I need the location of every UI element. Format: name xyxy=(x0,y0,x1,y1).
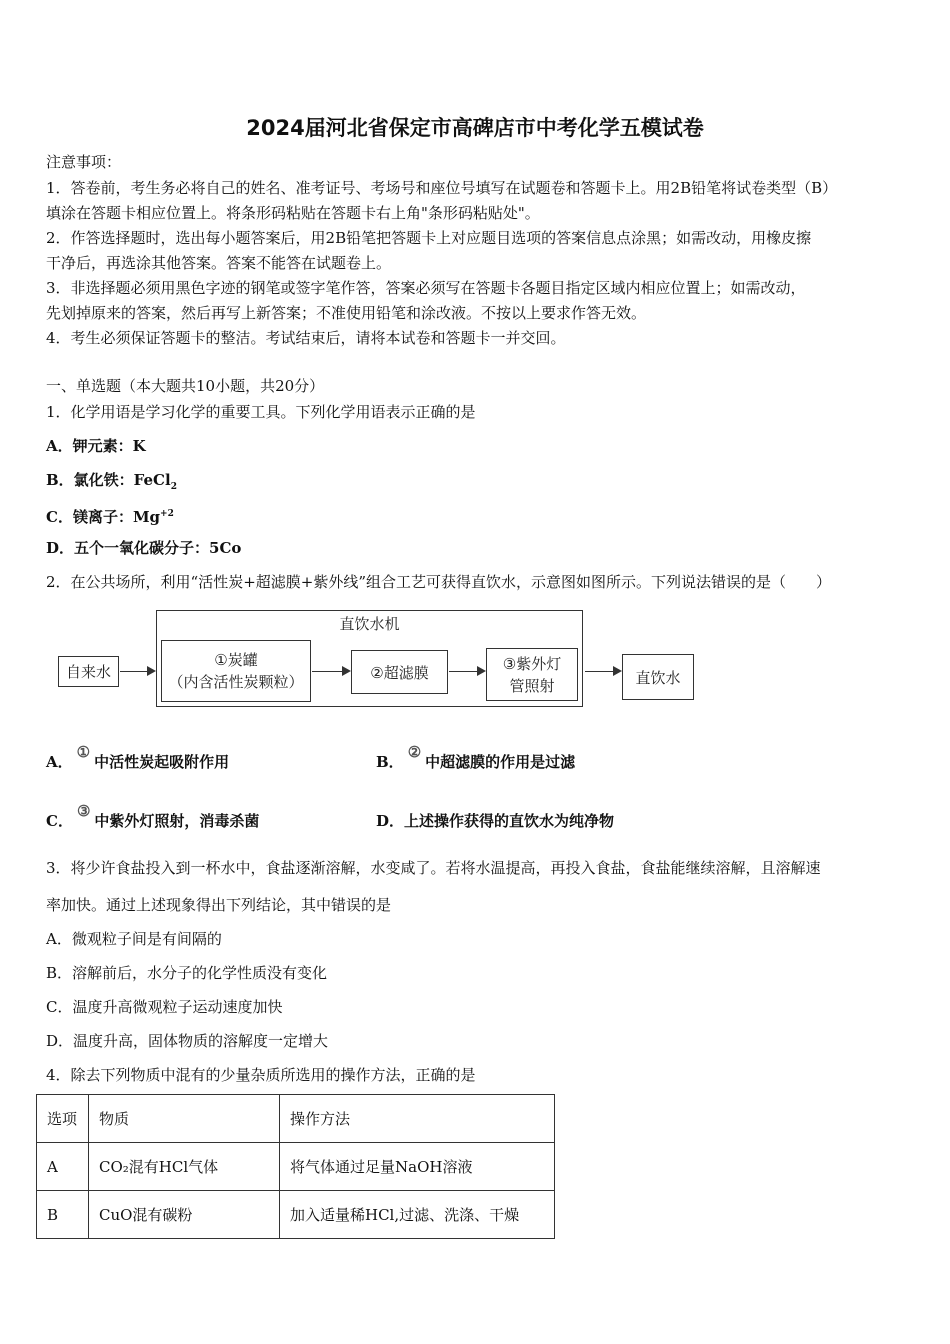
q1-stem: 1．化学用语是学习化学的重要工具。下列化学用语表示正确的是 xyxy=(46,403,476,421)
tap-water-box: 自来水 xyxy=(58,656,119,687)
q3-stem: 率加快。通过上述现象得出下列结论，其中错误的是 xyxy=(46,896,392,914)
arrow-icon xyxy=(449,671,484,672)
q1-option-a: A．钾元素：K xyxy=(46,437,146,455)
q2-stem: 2．在公共场所，利用“活性炭+超滤膜+紫外线”组合工艺可获得直饮水，示意图如图所示。下列说法错误的是（ ） xyxy=(46,573,832,591)
membrane-box: ②超滤膜 xyxy=(351,650,448,694)
arrow-icon xyxy=(585,671,620,672)
notice-line: 3．非选择题必须用黑色字迹的钢笔或签字笔作答，答案必须写在答题卡各题目指定区域内相应位置上；如需改动， xyxy=(46,279,806,297)
carbon-tank-label: ①炭罐 xyxy=(214,651,258,669)
q2-option-c: C．③中紫外灯照射，消毒杀菌 xyxy=(46,802,260,830)
table-cell: CuO混有碳粉 xyxy=(89,1191,280,1239)
q4-stem: 4．除去下列物质中混有的少量杂质所选用的操作方法，正确的是 xyxy=(46,1066,476,1084)
table-row xyxy=(37,1143,555,1191)
notice-line: 1．答卷前，考生务必将自己的姓名、准考证号、考场号和座位号填写在试题卷和答题卡上。用2B铅笔将试卷类型（B） xyxy=(46,179,838,197)
q2-option-a: A．①中活性炭起吸附作用 xyxy=(46,743,230,771)
page-title: 2024届河北省保定市高碑店市中考化学五模试卷 xyxy=(246,116,704,140)
table-row xyxy=(37,1191,555,1239)
q1-option-d: D．五个一氧化碳分子：5Co xyxy=(46,539,242,557)
notice-line: 4．考生必须保证答题卡的整洁。考试结束后，请将本试卷和答题卡一并交回。 xyxy=(46,329,566,347)
carbon-tank-box xyxy=(161,640,311,702)
q3-option-a: A．微观粒子间是有间隔的 xyxy=(46,930,222,948)
q1-option-b: B．氯化铁：FeCl$_2$ xyxy=(46,471,177,492)
q4-table xyxy=(36,1094,555,1239)
q2-option-d: D．上述操作获得的直饮水为纯净物 xyxy=(376,812,615,830)
table-cell: CO₂混有HCl气体 xyxy=(89,1143,280,1191)
section-heading: 一、单选题（本大题共10小题，共20分） xyxy=(46,377,325,395)
notice-line: 先划掉原来的答案，然后再写上新答案；不准使用铅笔和涂改液。不按以上要求作答无效。 xyxy=(46,304,647,322)
table-cell: A xyxy=(37,1143,89,1191)
q3-stem: 3．将少许食盐投入到一杯水中，食盐逐渐溶解，水变咸了。若将水温提高，再投入食盐，食盐能继续溶解，且溶解速 xyxy=(46,859,821,877)
notice-line: 2．作答选择题时，选出每小题答案后，用2B铅笔把答题卡上对应题目选项的答案信息点涂黑；如需改动，用橡皮擦 xyxy=(46,229,812,247)
arrow-icon xyxy=(120,671,154,672)
table-cell: B xyxy=(37,1191,89,1239)
uv-lamp-box xyxy=(486,648,578,701)
uv-lamp-label: ③紫外灯 xyxy=(502,654,562,673)
notice-line: 干净后，再选涂其他答案。答案不能答在试题卷上。 xyxy=(46,254,392,272)
machine-label: 直饮水机 xyxy=(339,615,400,633)
arrow-icon xyxy=(312,671,349,672)
uv-lamp-note: 管照射 xyxy=(509,676,555,695)
output-water-box: 直饮水 xyxy=(622,654,694,700)
table-header-cell: 物质 xyxy=(89,1095,280,1143)
notice-heading: 注意事项： xyxy=(46,153,122,171)
table-header-row xyxy=(37,1095,555,1143)
table-cell: 加入适量稀HCl,过滤、洗涤、干燥 xyxy=(280,1191,555,1239)
table-header-cell: 选项 xyxy=(37,1095,89,1143)
q3-option-b: B．溶解前后，水分子的化学性质没有变化 xyxy=(46,964,328,982)
q1-option-c: C．镁离子：$Mg^{+2}$ xyxy=(46,508,174,526)
carbon-tank-note: （内含活性炭颗粒） xyxy=(168,673,304,691)
q3-option-c: C．温度升高微观粒子运动速度加快 xyxy=(46,998,283,1016)
notice-line: 填涂在答题卡相应位置上。将条形码粘贴在答题卡右上角"条形码粘贴处"。 xyxy=(46,204,540,222)
q2-option-b: B．②中超滤膜的作用是过滤 xyxy=(376,743,576,771)
table-cell: 将气体通过足量NaOH溶液 xyxy=(280,1143,555,1191)
table-header-cell: 操作方法 xyxy=(280,1095,555,1143)
q3-option-d: D．温度升高，固体物质的溶解度一定增大 xyxy=(46,1032,329,1050)
